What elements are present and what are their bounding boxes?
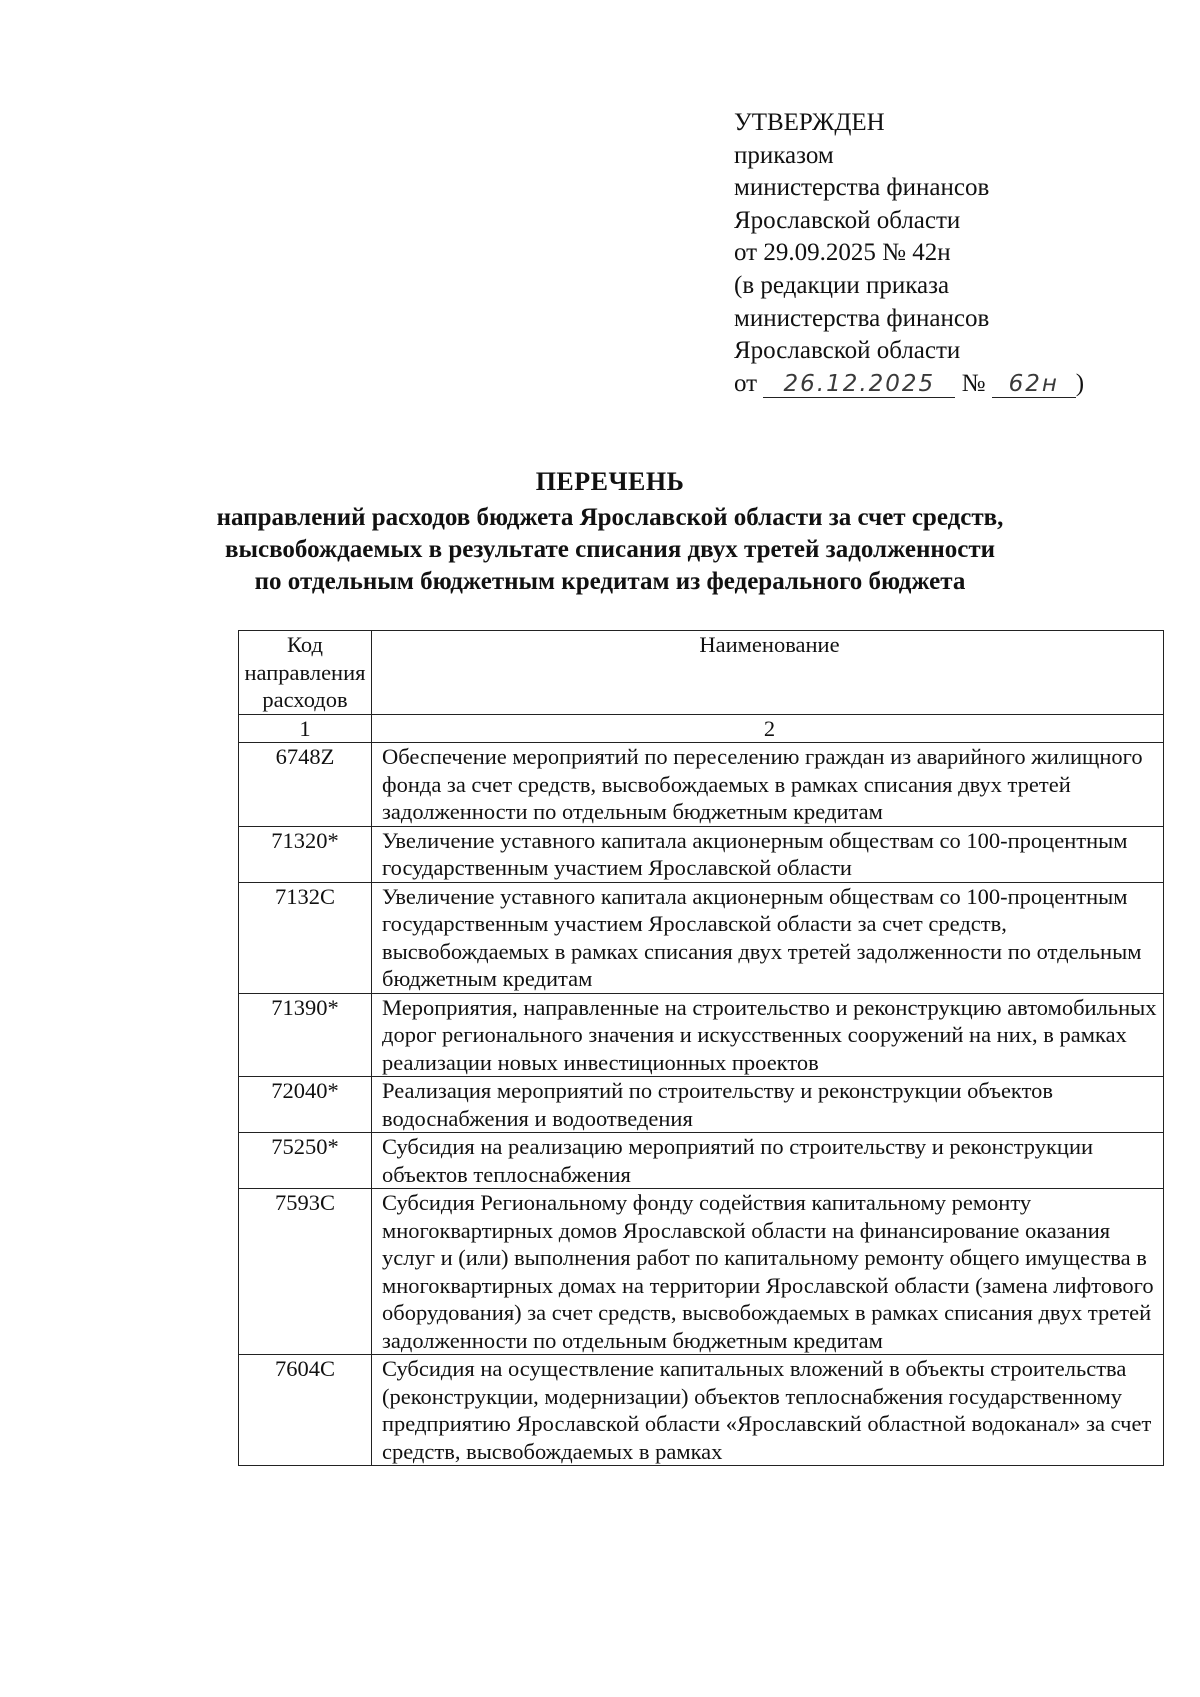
row-name: Субсидия Региональному фонду содействия капитальному ремонту многоквартирных домов Ярославской области на финансирование оказания услуг и (или) выполнения работ по капитальному ремонту общего имущества в многоквартирных домах на территории Ярославской области (замена лифтового оборудования) за счет средств, высвобождаемых в рамках списания двух третей задолженности по отдельным бюджетным кредитам	[372, 1189, 1164, 1355]
approval-line: министерства финансов	[734, 174, 990, 202]
row-code: 7132С	[239, 882, 372, 993]
approval-line: от 29.09.2025 № 42н	[734, 239, 951, 267]
table-row	[239, 1189, 1164, 1355]
approval-date-line	[734, 368, 1084, 401]
row-name: Субсидия на реализацию мероприятий по строительству и реконструкции объектов теплоснабжения	[372, 1133, 1164, 1189]
title-line: по отдельным бюджетным кредитам из федерального бюджета	[254, 568, 966, 595]
number-sign: №	[961, 369, 986, 397]
row-name: Мероприятия, направленные на строительство и реконструкцию автомобильных дорог регионального значения и искусственных сооружений на них, в рамках реализации новых инвестиционных проектов	[372, 993, 1164, 1077]
document-title	[200, 466, 1020, 598]
row-name: Обеспечение мероприятий по переселению граждан из аварийного жилищного фонда за счет средств, высвобождаемых в рамках списания двух третей задолженности по отдельным бюджетным кредитам	[372, 743, 1164, 827]
table-row	[239, 1355, 1164, 1466]
approval-line: приказом	[734, 141, 834, 169]
title-line: направлений расходов бюджета Ярославской области за счет средств,	[216, 504, 1004, 531]
row-code: 75250*	[239, 1133, 372, 1189]
row-code: 71390*	[239, 993, 372, 1077]
title-main: ПЕРЕЧЕНЬ	[535, 467, 685, 496]
row-code: 7604С	[239, 1355, 372, 1466]
row-code: 71320*	[239, 826, 372, 882]
handwritten-date: 26.12.2025	[763, 371, 955, 398]
title-line: высвобождаемых в результате списания двух третей задолженности	[224, 536, 996, 563]
row-code: 7593С	[239, 1189, 372, 1355]
row-code: 6748Z	[239, 743, 372, 827]
column-number: 1	[239, 714, 372, 743]
table-row	[239, 743, 1164, 827]
approval-line: министерства финансов	[734, 304, 990, 332]
row-code: 72040*	[239, 1077, 372, 1133]
row-name: Субсидия на осуществление капитальных вложений в объекты строительства (реконструкции, модернизации) объектов теплоснабжения государственному предприятию Ярославской области «Ярославский областной водоканал» за счет средств, высвобождаемых в рамках	[372, 1355, 1164, 1466]
header-code: Код направления расходов	[239, 631, 372, 715]
expense-directions-table	[238, 630, 1164, 1466]
row-name: Реализация мероприятий по строительству и реконструкции объектов водоснабжения и водоотведения	[372, 1077, 1164, 1133]
closing-paren: )	[1075, 369, 1085, 397]
row-name: Увеличение уставного капитала акционерным обществам со 100-процентным государственным участием Ярославской области	[372, 826, 1164, 882]
approval-line: УТВЕРЖДЕН	[734, 109, 885, 136]
from-prefix: от	[734, 369, 758, 397]
header-name: Наименование	[372, 631, 1164, 715]
approval-line: (в редакции приказа	[734, 271, 950, 299]
approval-line: Ярославской области	[734, 337, 961, 365]
column-number: 2	[372, 714, 1164, 743]
table-row	[239, 1077, 1164, 1133]
handwritten-number: 62н	[992, 371, 1076, 398]
column-number-row	[239, 714, 1164, 743]
approval-line: Ярославской области	[734, 206, 961, 234]
table-header-row	[239, 631, 1164, 715]
table-row	[239, 993, 1164, 1077]
table-row	[239, 826, 1164, 882]
approval-stamp	[734, 107, 1084, 400]
row-name: Увеличение уставного капитала акционерным обществам со 100-процентным государственным участием Ярославской области за счет средств, высвобождаемых в рамках списания двух третей задолженности по отдельным бюджетным кредитам	[372, 882, 1164, 993]
table-row	[239, 882, 1164, 993]
table-row	[239, 1133, 1164, 1189]
